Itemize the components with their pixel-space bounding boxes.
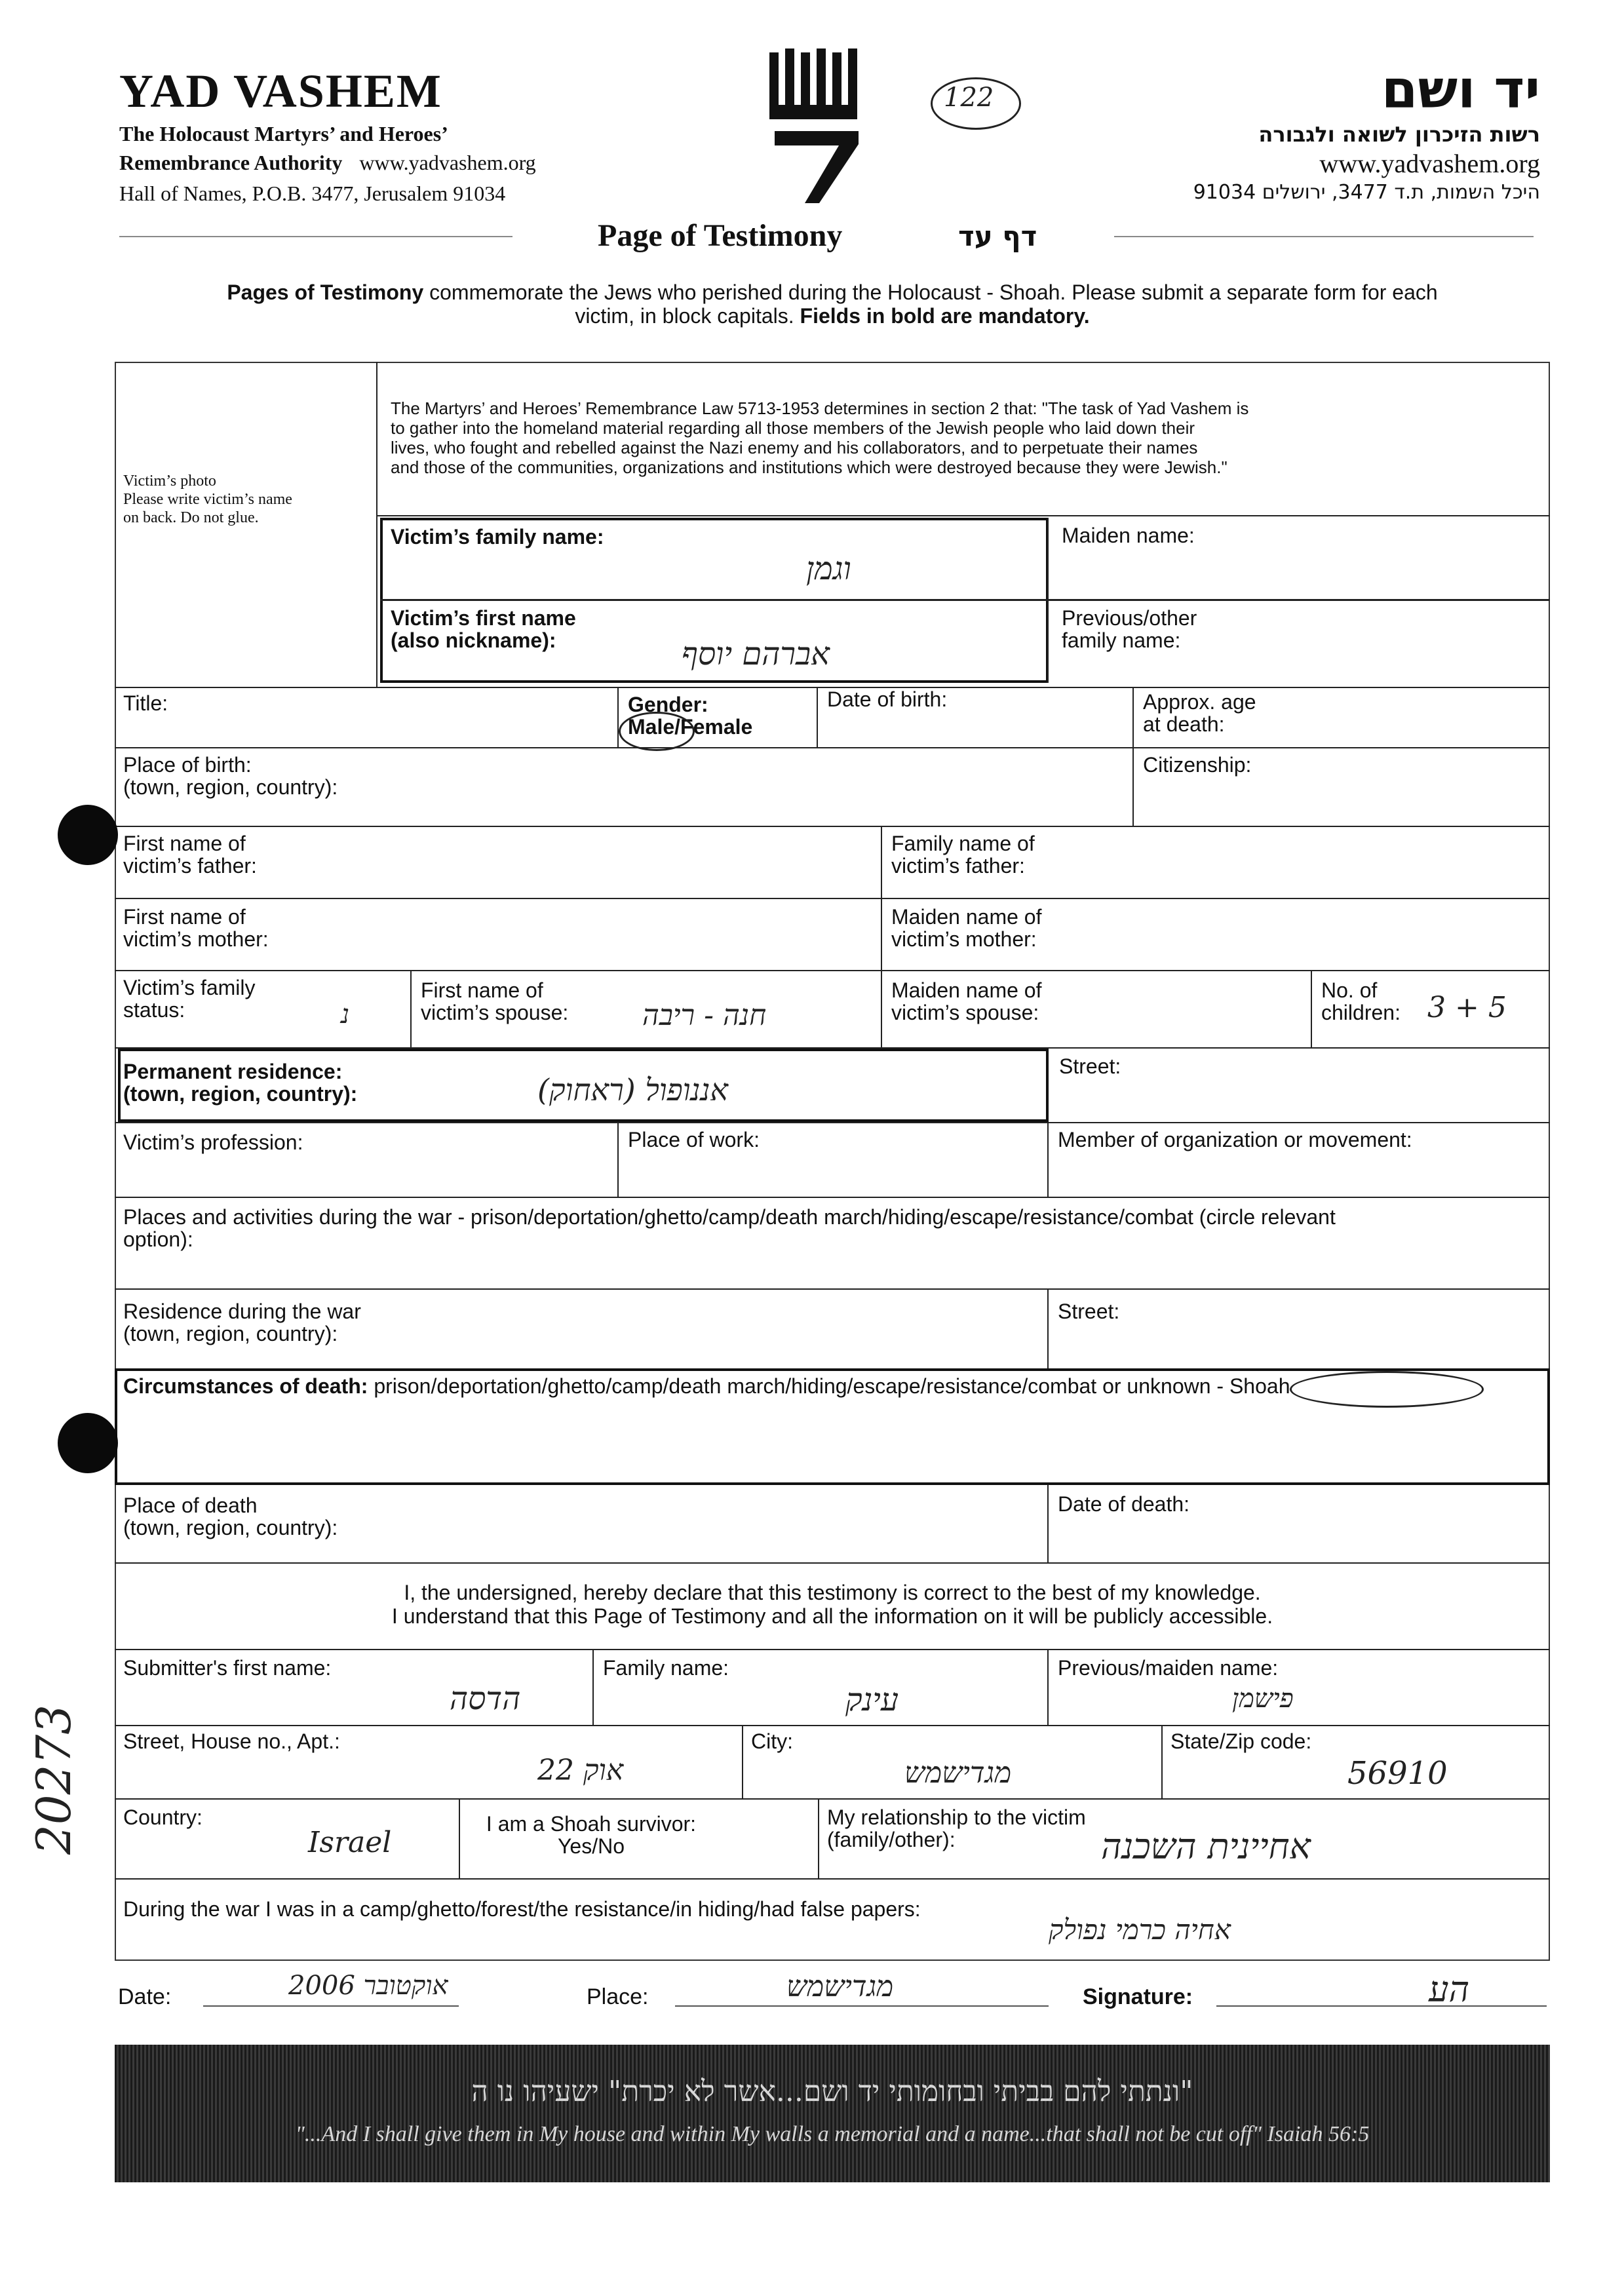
- col-father: [881, 826, 882, 898]
- col-survivor-rel: [818, 1798, 819, 1878]
- col-gender-dob: [817, 687, 818, 747]
- col-spouse-maiden: [881, 970, 882, 1047]
- label-first-name-2: (also nickname):: [391, 628, 556, 652]
- col-title-gender: [617, 687, 619, 747]
- law-line-1: The Martyrs’ and Heroes’ Remembrance Law 5713-1953 determines in section 2 that: "The task of Yad Vashem is: [391, 398, 1249, 418]
- col-war-res: [1047, 1288, 1049, 1368]
- label-residence-1: Permanent residence:: [123, 1060, 343, 1083]
- place-underline: [675, 2005, 1049, 2007]
- value-zip[interactable]: 56910: [1347, 1755, 1448, 1792]
- value-family-status[interactable]: נ: [341, 999, 350, 1030]
- label-sub-first: Submitter's first name:: [123, 1656, 332, 1680]
- row-line-mother: [115, 898, 1550, 899]
- label-during-war: During the war I was in a camp/ghetto/forest/the resistance/in hiding/had false papers:: [123, 1897, 921, 1921]
- punch-hole-top: [58, 805, 118, 865]
- row-line-pob: [115, 747, 1550, 748]
- row-line-profession: [115, 1122, 1550, 1123]
- col-work-member: [1047, 1122, 1049, 1197]
- value-sub-family[interactable]: עינק: [845, 1682, 899, 1718]
- page-title-en: Page of Testimony: [598, 218, 843, 253]
- address-en: Hall of Names, P.O.B. 3477, Jerusalem 91034: [119, 182, 506, 205]
- label-family-status-2: status:: [123, 998, 185, 1022]
- label-city: City:: [751, 1729, 793, 1753]
- col-prof-work: [617, 1122, 619, 1197]
- col-country-survivor: [459, 1798, 460, 1878]
- declaration-line-1: I, the undersigned, hereby declare that this testimony is correct to the best of my knowledge.: [404, 1581, 1261, 1604]
- org-subtitle-he: רשות הזיכרון לשואה ולגבורה: [1258, 122, 1540, 147]
- label-sub-prev: Previous/maiden name:: [1058, 1656, 1279, 1680]
- col-sub-first: [592, 1649, 594, 1725]
- label-profession: Victim’s profession:: [123, 1130, 303, 1154]
- label-work: Place of work:: [628, 1128, 760, 1151]
- org-name-he: יד ושם: [1381, 59, 1540, 120]
- label-pob: [123, 754, 338, 798]
- col-city-zip: [1161, 1725, 1163, 1798]
- photo-note-line-1: Victim’s photo: [123, 473, 216, 490]
- value-relationship[interactable]: אחיינית השכנה: [1101, 1826, 1311, 1867]
- law-line-4: and those of the communities, organizations and institutions which were destroyed because they were Jewish.": [391, 457, 1228, 477]
- label-relationship-1: My relationship to the victim: [827, 1805, 1086, 1829]
- row-line-father: [115, 826, 1550, 827]
- col-mother: [881, 898, 882, 970]
- unknown-shoah-circle: [1290, 1371, 1484, 1408]
- label-zip: State/Zip code:: [1170, 1729, 1312, 1753]
- label-spouse-first: [421, 979, 568, 1024]
- col-dob-age: [1132, 687, 1134, 747]
- label-war-street: Street:: [1058, 1300, 1120, 1323]
- label-survivor: [467, 1813, 716, 1857]
- value-sub-prev[interactable]: פישמן: [1232, 1684, 1294, 1714]
- label-date: Date:: [118, 1984, 172, 2009]
- label-dod: Date of death:: [1058, 1492, 1190, 1516]
- label-age-1: Approx. age: [1143, 690, 1256, 714]
- label-street: Street:: [1059, 1054, 1121, 1078]
- gender-male-circle: [619, 712, 695, 751]
- law-text: [391, 398, 1248, 477]
- label-relationship-2: (family/other):: [827, 1828, 956, 1851]
- row-line-places: [115, 1197, 1550, 1198]
- label-pob-2: (town, region, country):: [123, 775, 338, 799]
- label-mother-maiden-1: Maiden name of: [891, 905, 1042, 929]
- header-rule-right: [1114, 236, 1534, 237]
- value-first-name[interactable]: אברהם יוסף: [682, 636, 830, 672]
- label-spouse-maiden: [891, 979, 1041, 1024]
- col-sub-family: [1047, 1649, 1049, 1725]
- row-line-country: [115, 1798, 1550, 1800]
- label-gender-1: Gender:: [628, 693, 708, 716]
- label-mother-maiden: [891, 906, 1041, 950]
- intro-text-2: victim, in block capitals.: [575, 304, 800, 328]
- row-line-during-war: [115, 1878, 1550, 1880]
- label-survivor-1: I am a Shoah survivor:: [486, 1812, 697, 1836]
- photo-divider: [376, 362, 377, 688]
- value-spouse-first[interactable]: חנה - ריבה: [642, 999, 767, 1032]
- label-places-2: option):: [123, 1227, 193, 1251]
- value-signature[interactable]: הע: [1429, 1969, 1470, 2010]
- label-street-house: Street, House no., Apt.:: [123, 1729, 340, 1753]
- photo-note: [123, 472, 292, 527]
- label-father-family-1: Family name of: [891, 832, 1035, 855]
- value-city[interactable]: מגדישמש: [904, 1756, 1012, 1790]
- org-name-en: YAD VASHEM: [119, 65, 442, 117]
- row-line-address: [115, 1725, 1550, 1726]
- label-children-1: No. of: [1321, 978, 1378, 1002]
- org-authority-line: [119, 151, 536, 175]
- label-spouse-maiden-1: Maiden name of: [891, 978, 1042, 1002]
- website-he[interactable]: www.yadvashem.org: [1319, 149, 1540, 178]
- label-mother-first-2: victim’s mother:: [123, 927, 269, 951]
- label-gender-2[interactable]: Male/Female: [628, 715, 753, 739]
- label-signature: Signature:: [1083, 1984, 1193, 2009]
- label-mother-maiden-2: victim’s mother:: [891, 927, 1037, 951]
- label-family-status: [123, 976, 256, 1021]
- row-line-status: [115, 970, 1550, 971]
- label-survivor-2[interactable]: Yes/No: [558, 1834, 625, 1858]
- signature-underline: [1216, 2005, 1547, 2007]
- value-street-house[interactable]: אוק 22: [537, 1754, 624, 1787]
- value-sub-first[interactable]: הדסה: [450, 1680, 521, 1717]
- quote-banner: [115, 2045, 1550, 2182]
- org-subtitle-en: The Holocaust Martyrs’ and Heroes’: [119, 122, 448, 145]
- yad-vashem-logo-icon: [767, 46, 872, 210]
- label-maiden-name: Maiden name:: [1062, 524, 1195, 547]
- label-prev-name-2: family name:: [1062, 628, 1181, 652]
- label-spouse-first-1: First name of: [421, 978, 543, 1002]
- label-place: Place:: [587, 1984, 649, 2009]
- org-authority-en: Remembrance Authority: [119, 151, 343, 174]
- label-pob-1: Place of birth:: [123, 753, 252, 777]
- label-pod-2: (town, region, country):: [123, 1516, 338, 1539]
- page-title-he: דף עד: [958, 220, 1037, 252]
- label-circumstances-text: prison/deportation/ghetto/camp/death march/hiding/escape/resistance/combat or unknown - Shoah: [368, 1374, 1290, 1398]
- label-relationship: [827, 1806, 1086, 1851]
- label-country: Country:: [123, 1805, 203, 1829]
- law-line-3: lives, who fought and rebelled against the Nazi enemy and his collaborators, and to perpetuate their names: [391, 438, 1198, 457]
- col-maiden-children: [1311, 970, 1312, 1047]
- label-father-first-2: victim’s father:: [123, 854, 257, 878]
- label-citizenship: Citizenship:: [1143, 753, 1252, 777]
- row-line-submitter: [115, 1649, 1550, 1650]
- date-underline: [203, 2005, 459, 2007]
- photo-note-line-2: Please write victim’s name: [123, 491, 292, 508]
- website-en[interactable]: www.yadvashem.org: [359, 151, 536, 174]
- intro-text-1: commemorate the Jews who perished during the Holocaust - Shoah. Please submit a separate form for each: [423, 280, 1438, 304]
- label-age: [1143, 691, 1256, 735]
- value-country[interactable]: Israel: [308, 1826, 392, 1859]
- value-family-name[interactable]: וגמן: [806, 550, 851, 587]
- intro-bold-1: Pages of Testimony: [227, 280, 424, 304]
- label-pod-1: Place of death: [123, 1494, 258, 1517]
- label-title: Title:: [123, 691, 168, 715]
- label-father-first-1: First name of: [123, 832, 246, 855]
- label-sub-family: Family name:: [603, 1656, 729, 1680]
- label-residence: [123, 1060, 357, 1105]
- stamp-number: 122: [944, 83, 994, 113]
- intro-bold-2: Fields in bold are mandatory.: [800, 304, 1090, 328]
- label-circumstances-bold: Circumstances of death:: [123, 1374, 368, 1398]
- label-father-family: [891, 832, 1035, 877]
- declaration-line-2: I understand that this Page of Testimony and all the information on it will be publicly accessible.: [391, 1604, 1273, 1628]
- label-prev-name: [1062, 607, 1197, 651]
- col-status-spouse: [410, 970, 412, 1047]
- names-col-line: [1047, 518, 1049, 683]
- label-prev-name-1: Previous/other: [1062, 606, 1197, 630]
- label-father-first: [123, 832, 257, 877]
- col-street-city: [742, 1725, 743, 1798]
- value-children[interactable]: 3 + 5: [1427, 991, 1507, 1024]
- label-places-1: Places and activities during the war - prison/deportation/ghetto/camp/death march/hiding/escape/resistance/combat (circle relevant: [123, 1205, 1336, 1229]
- declaration: [115, 1581, 1550, 1628]
- value-residence[interactable]: אננופול (ראחוק): [537, 1072, 729, 1108]
- photo-note-line-3: on back. Do not glue.: [123, 509, 259, 526]
- label-dob: Date of birth:: [827, 687, 948, 711]
- label-war-res: [123, 1300, 361, 1345]
- label-family-name: Victim’s family name:: [391, 525, 604, 549]
- col-pob-citizen: [1132, 747, 1134, 826]
- banner-hebrew: "ונתתי להם בביתי ובחומותי יד ושם...אשר לא יכרת" ישעיהו נו ה: [471, 2075, 1193, 2108]
- label-residence-2: (town, region, country):: [123, 1082, 358, 1106]
- label-children: [1321, 979, 1401, 1024]
- label-first-name: [391, 607, 576, 651]
- row-line-war-res: [115, 1288, 1550, 1290]
- address-he: היכל השמות, ת.ד 3477, ירושלים 91034: [1193, 181, 1540, 204]
- value-during-war[interactable]: אחיה כרמי נפולק: [1049, 1914, 1231, 1946]
- label-mother-first: [123, 906, 269, 950]
- label-places: [123, 1206, 1336, 1250]
- header-rule-left: [119, 236, 512, 237]
- label-member: Member of organization or movement:: [1058, 1128, 1412, 1151]
- margin-number: 20273: [26, 1704, 81, 1855]
- value-place[interactable]: מגדישמש: [786, 1970, 894, 2003]
- label-war-res-1: Residence during the war: [123, 1300, 361, 1323]
- row-line-declare: [115, 1562, 1550, 1564]
- banner-english: "...And I shall give them in My house and within My walls a memorial and a name...that shall not be cut off" Isaiah 56:5: [295, 2122, 1370, 2146]
- row-line-names-top: [376, 515, 1550, 516]
- label-age-2: at death:: [1143, 712, 1225, 736]
- label-children-2: children:: [1321, 1001, 1401, 1024]
- label-spouse-first-2: victim’s spouse:: [421, 1001, 569, 1024]
- label-spouse-maiden-2: victim’s spouse:: [891, 1001, 1039, 1024]
- col-pod-dod: [1047, 1485, 1049, 1562]
- value-date[interactable]: אוקטובר 2006: [288, 1971, 448, 2001]
- label-family-status-1: Victim’s family: [123, 976, 256, 999]
- label-first-name-1: Victim’s first name: [391, 606, 576, 630]
- law-line-2: to gather into the homeland material regarding all those members of the Jewish people who laid down their: [391, 418, 1195, 438]
- punch-hole-bottom: [58, 1413, 118, 1473]
- label-mother-first-1: First name of: [123, 905, 246, 929]
- label-father-family-2: victim’s father:: [891, 854, 1025, 878]
- label-war-res-2: (town, region, country):: [123, 1322, 338, 1345]
- intro-text: [118, 280, 1547, 328]
- label-circumstances: [123, 1375, 1290, 1397]
- names-mid-line: [380, 599, 1550, 601]
- label-pod: [123, 1494, 338, 1539]
